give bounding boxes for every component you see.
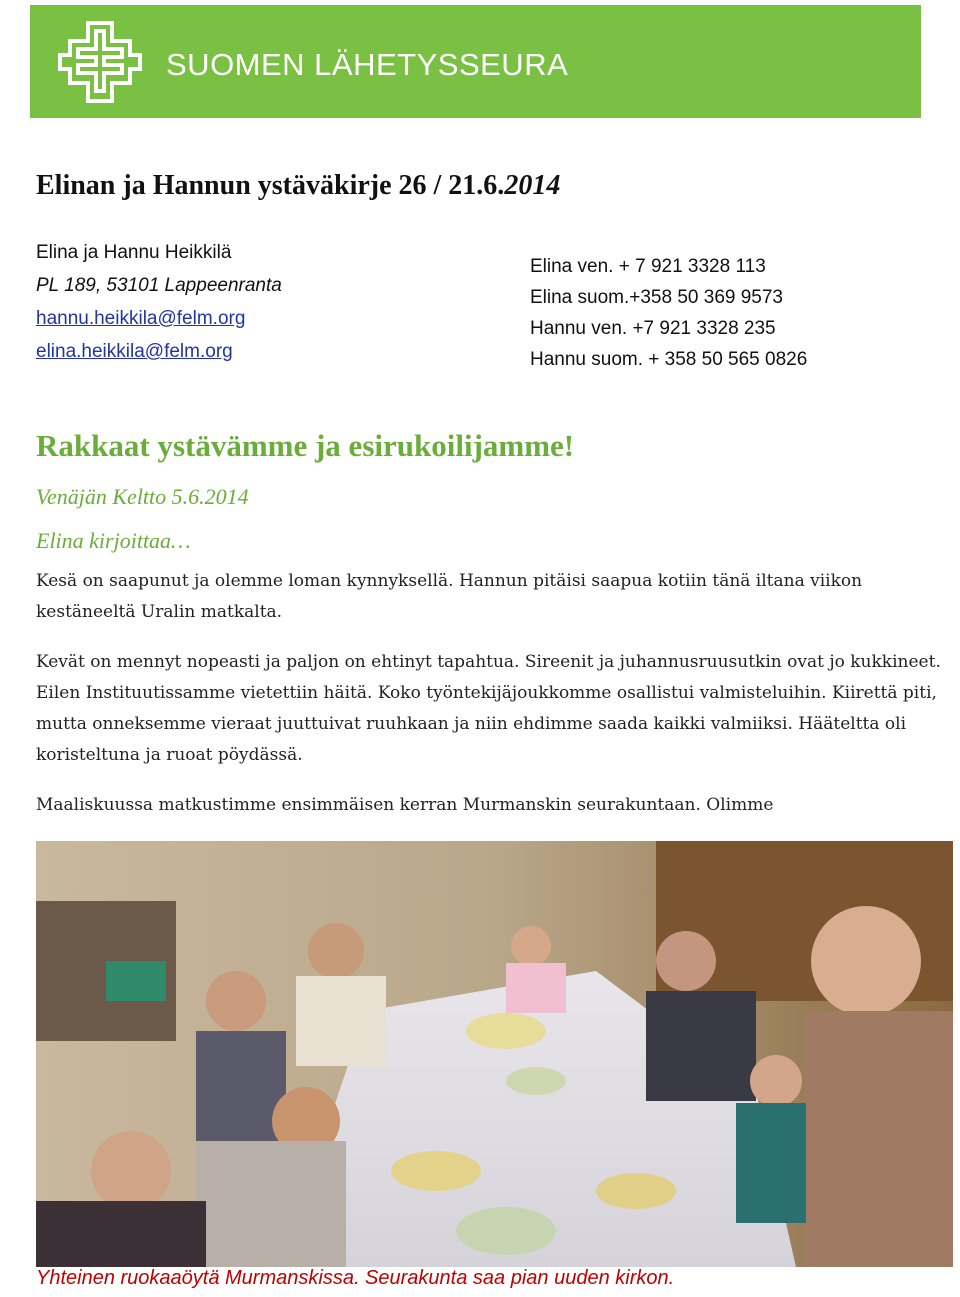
email-link-hannu[interactable]: hannu.heikkila@felm.org — [36, 308, 246, 329]
phone-line: Elina suom.+358 50 369 9573 — [530, 287, 784, 308]
email-link-elina[interactable]: elina.heikkila@felm.org — [36, 341, 233, 362]
cross-logo-icon — [58, 19, 142, 105]
organization-name: SUOMEN LÄHETYSSEURA — [166, 47, 569, 82]
header-banner — [30, 5, 921, 118]
author-line: Elina kirjoittaa… — [36, 528, 191, 553]
phone-line: Hannu suom. + 358 50 565 0826 — [530, 349, 808, 370]
paragraph: Maaliskuussa matkustimme ensimmäisen kerran Murmanskin seurakuntaan. Olimme — [36, 795, 774, 815]
paragraph: Kevät on mennyt nopeasti ja paljon on ehtinyt tapahtua. Sireenit ja juhannusruusutkin ovat jo kukkineet. Eilen Instituutissamme vietettiin häitä. Koko työntekijäjoukkomme osallistui valmisteluihin. Kiirettä piti, mutta onneksemme vieraat juuttuivat ruuhkaan ja niin ehdimme saada kaikki valmiiksi. Hääteltta oli koristeltuna ja ruoat pöydässä. — [36, 652, 941, 765]
letter-title-year: 2014 — [504, 170, 561, 201]
postal-address: PL 189, 53101 Lappeenranta — [36, 275, 282, 296]
phone-line: Hannu ven. +7 921 3328 235 — [530, 318, 776, 339]
letter-title — [36, 170, 560, 202]
paragraph: Kesä on saapunut ja olemme loman kynnyksellä. Hannun pitäisi saapua kotiin tänä iltana viikon kestäneeltä Uralin matkalta. — [36, 571, 863, 622]
greeting-heading: Rakkaat ystävämme ja esirukoilijamme! — [36, 428, 575, 463]
photo-caption: Yhteinen ruokaaöytä Murmanskissa. Seurakunta saa pian uuden kirkon. — [36, 1267, 675, 1289]
contact-address-block — [36, 236, 282, 368]
phone-line: Elina ven. + 7 921 3328 113 — [530, 256, 766, 277]
letter-title-text: Elinan ja Hannun ystäväkirje 26 / 21.6. — [36, 170, 505, 201]
contact-names: Elina ja Hannu Heikkilä — [36, 242, 232, 263]
contact-phone-block — [530, 251, 807, 375]
group-meal-photo — [36, 841, 953, 1267]
place-date: Venäjän Keltto 5.6.2014 — [36, 484, 249, 509]
